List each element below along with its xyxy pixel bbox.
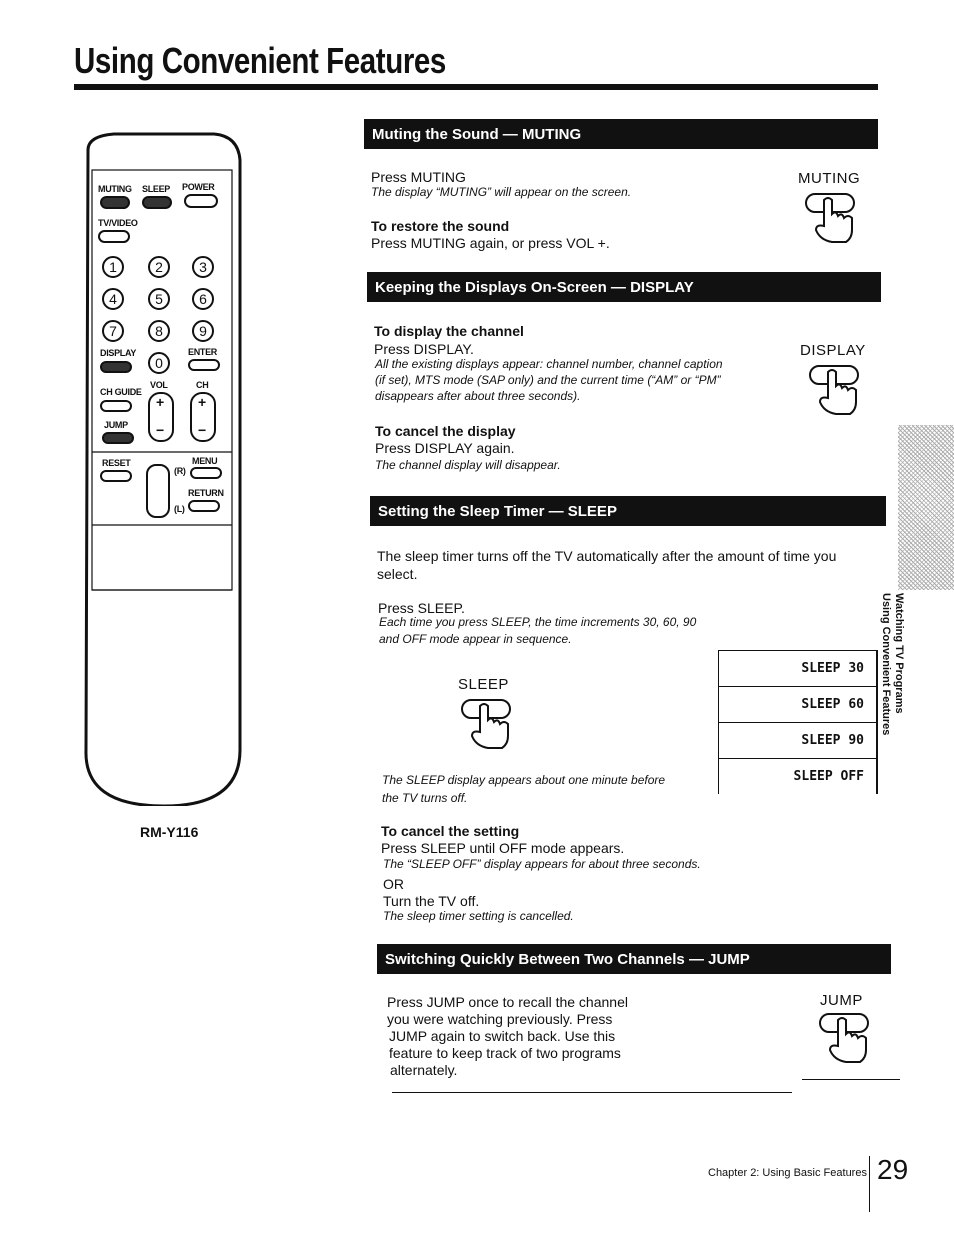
footer-divider xyxy=(869,1156,870,1212)
vol-minus: − xyxy=(156,422,164,438)
vol-plus: + xyxy=(156,394,164,410)
muting-button-label: MUTING xyxy=(798,170,861,187)
sleep-label: SLEEP xyxy=(142,184,171,194)
sleep-button[interactable] xyxy=(142,196,172,209)
muting-label: MUTING xyxy=(98,184,132,194)
vol-label: VOL xyxy=(150,380,168,390)
jump-header: Switching Quickly Between Two Channels — JUMP xyxy=(377,944,891,974)
chguide-label: CH GUIDE xyxy=(100,387,142,397)
jump-rule-right xyxy=(802,1079,900,1080)
sleep-state-90: SLEEP 90 xyxy=(718,722,878,758)
sleep-note1a: Each time you press SLEEP, the time increments 30, 60, 90 xyxy=(379,615,697,629)
num-2-button[interactable]: 2 xyxy=(148,256,170,278)
num-3-button[interactable]: 3 xyxy=(192,256,214,278)
display-note1b: (if set), MTS mode (SAP only) and the current time (“AM” or “PM” xyxy=(375,373,721,387)
remote-model: RM-Y116 xyxy=(140,824,199,840)
sleep-intro1: The sleep timer turns off the TV automatically after the amount of time you xyxy=(377,548,837,564)
page-number: 29 xyxy=(877,1154,909,1185)
muting-sub: To restore the sound xyxy=(371,218,510,234)
jump-button[interactable] xyxy=(102,432,134,444)
menu-label: MENU xyxy=(192,456,218,466)
sleep-header: Setting the Sleep Timer — SLEEP xyxy=(370,496,886,526)
jump-line-4: feature to keep track of two programs xyxy=(389,1045,621,1061)
display-note2: The channel display will disappear. xyxy=(375,458,561,472)
sleep-note1b: and OFF mode appear in sequence. xyxy=(379,632,572,646)
side-tab-line2: Using Convenient Features xyxy=(880,593,892,736)
sleep-note3: The “SLEEP OFF” display appears for about three seconds. xyxy=(383,857,701,871)
title-rule xyxy=(74,84,878,90)
display-sub2: To cancel the display xyxy=(375,423,516,439)
jump-hand-icon xyxy=(816,1010,874,1066)
tvvideo-label: TV/VIDEO xyxy=(98,218,138,228)
muting-line3: Press MUTING again, or press VOL +. xyxy=(371,235,610,251)
menu-button[interactable] xyxy=(190,467,222,479)
power-button[interactable] xyxy=(184,194,218,208)
power-label: POWER xyxy=(182,182,215,192)
jump-label: JUMP xyxy=(104,420,128,430)
num-1-button[interactable]: 1 xyxy=(102,256,124,278)
return-label: RETURN xyxy=(188,488,224,498)
num-9-button[interactable]: 9 xyxy=(192,320,214,342)
display-line2: Press DISPLAY again. xyxy=(375,440,515,456)
sleep-sub: To cancel the setting xyxy=(381,823,520,839)
display-note1c: disappears after about three seconds). xyxy=(375,389,581,403)
enter-button[interactable] xyxy=(188,359,220,371)
side-tab-line1: Watching TV Programs xyxy=(893,593,905,714)
sleep-or: OR xyxy=(383,876,404,892)
footer-chapter: Chapter 2: Using Basic Features xyxy=(708,1167,867,1179)
display-line1: Press DISPLAY. xyxy=(374,341,474,357)
r-label: (R) xyxy=(174,466,186,476)
ch-label: CH xyxy=(196,380,209,390)
return-button[interactable] xyxy=(188,500,220,512)
display-hand-icon xyxy=(806,362,864,418)
sleep-note4: The sleep timer setting is cancelled. xyxy=(383,909,574,923)
joystick[interactable] xyxy=(146,464,170,518)
num-8-button[interactable]: 8 xyxy=(148,320,170,342)
num-0-button[interactable]: 0 xyxy=(148,352,170,374)
enter-label: ENTER xyxy=(188,347,218,357)
side-tab-shading xyxy=(898,425,954,590)
remote-control xyxy=(74,130,250,806)
sleep-note2b: the TV turns off. xyxy=(382,791,468,805)
jump-line-3: JUMP again to switch back. Use this xyxy=(389,1028,616,1044)
ch-minus: − xyxy=(198,422,206,438)
num-5-button[interactable]: 5 xyxy=(148,288,170,310)
sleep-note2a: The SLEEP display appears about one minute before xyxy=(382,773,666,787)
muting-line1: Press MUTING xyxy=(371,169,466,185)
reset-button[interactable] xyxy=(100,470,132,482)
display-note1a: All the existing displays appear: channel number, channel caption xyxy=(375,357,723,371)
sleep-line3: Turn the TV off. xyxy=(383,893,480,909)
l-label: (L) xyxy=(174,504,185,514)
display-header: Keeping the Displays On-Screen — DISPLAY xyxy=(367,272,881,302)
jump-line-1: Press JUMP once to recall the channel xyxy=(387,994,628,1010)
num-4-button[interactable]: 4 xyxy=(102,288,124,310)
num-7-button[interactable]: 7 xyxy=(102,320,124,342)
sleep-hand-icon xyxy=(458,696,516,752)
num-6-button[interactable]: 6 xyxy=(192,288,214,310)
muting-button[interactable] xyxy=(100,196,130,209)
page-title: Using Convenient Features xyxy=(74,40,446,81)
sleep-button-label: SLEEP xyxy=(458,676,509,693)
side-tab-text xyxy=(879,593,905,735)
display-label: DISPLAY xyxy=(100,348,137,358)
muting-note: The display “MUTING” will appear on the screen. xyxy=(371,185,632,199)
sleep-line2: Press SLEEP until OFF mode appears. xyxy=(381,840,625,856)
chguide-button[interactable] xyxy=(100,400,132,412)
reset-label: RESET xyxy=(102,458,131,468)
muting-header: Muting the Sound — MUTING xyxy=(364,119,878,149)
jump-button-label: JUMP xyxy=(820,992,863,1009)
jump-rule-left xyxy=(392,1092,792,1093)
sleep-state-30: SLEEP 30 xyxy=(718,650,878,686)
sleep-line1: Press SLEEP. xyxy=(378,600,465,616)
display-sub1: To display the channel xyxy=(374,323,524,339)
sleep-state-60: SLEEP 60 xyxy=(718,686,878,722)
muting-hand-icon xyxy=(802,190,860,246)
display-button[interactable] xyxy=(100,361,132,373)
ch-plus: + xyxy=(198,394,206,410)
tvvideo-button[interactable] xyxy=(98,230,130,243)
sleep-state-off: SLEEP OFF xyxy=(718,758,878,794)
display-button-label: DISPLAY xyxy=(800,342,866,359)
jump-line-2: you were watching previously. Press xyxy=(387,1011,613,1027)
sleep-intro2: select. xyxy=(377,566,418,582)
jump-line-5: alternately. xyxy=(390,1062,458,1078)
